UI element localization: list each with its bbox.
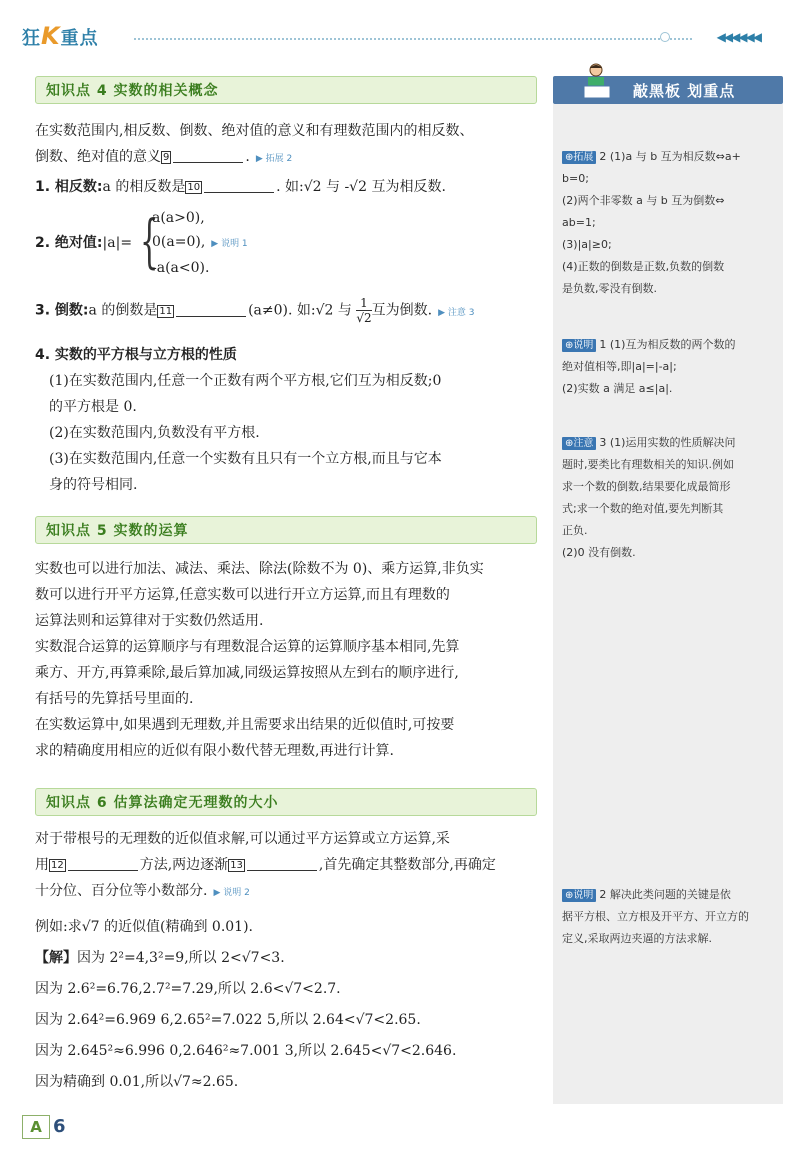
sec4-item2-cases: a(a>0), 0(a=0), ▶ 说明 1 -a(a<0).: [152, 210, 248, 276]
logo: [22, 22, 99, 50]
header-dotted-line: [134, 38, 692, 40]
section-header-6: 知识点 6 估算法确定无理数的大小: [35, 788, 537, 816]
blank-number-9: 9: [163, 152, 170, 163]
header-arrows-icon: ◀◀◀◀◀◀: [716, 30, 760, 44]
page-header: [22, 20, 782, 60]
sec4-intro: 在实数范围内,相反数、倒数、绝对值的意义和有理数范围内的相反数、 倒数、绝对值的意义 9 . ▶ 拓展 2: [35, 123, 474, 165]
tag-note: ⊕注意: [562, 437, 596, 450]
sec4-item2: 2. 绝对值:|a|=: [35, 235, 133, 251]
answer-blank-11: [176, 302, 246, 317]
sidebar-header: 敲黑板 划重点: [553, 76, 783, 104]
answer-blank-12: [68, 856, 138, 871]
ref-ext-2: ▶ 拓展 2: [255, 154, 293, 164]
sidebar-note-ext2: ⊕拓展 2 (1)a 与 b 互为相反数⇔a+ b=0; (2)两个非零数 a 与 b 互为倒数⇔ ab=1; (3)|a|≥0; (4)正数的倒数是正数,负数的倒数 是负数,零没有倒数.: [562, 150, 741, 295]
tag-exp: ⊕说明: [562, 339, 596, 352]
sec4-item4: 4. 实数的平方根与立方根的性质 (1)在实数范围内,任意一个正数有两个平方根,它们互为相反数;0 的平方根是 0. (2)在实数范围内,负数没有平方根. (3)在实数范围内,任意一个实数有且只有一个立方根,而且与它本 身的符号相同.: [35, 347, 442, 493]
answer-blank-13: [247, 856, 317, 871]
sec5-body: 实数也可以进行加法、减法、乘法、除法(除数不为 0)、乘方运算,非负实 数可以进行开平方运算,任意实数可以进行开立方运算,而且有理数的 运算法则和运算律对于实数仍然适用. 实数混合运算的运算顺序与有理数混合运算的运算顺序基本相同,先算 乘方、开方,再算乘除,最后算加减,同级运算按照从左到右的顺序进行, 有括号的先算括号里面的. 在实数运算中,如果遇到无理数,并且需要求出结果的近似值时,可按要 求的精确度用相应的近似有限小数代替无理数,再进行计算.: [35, 561, 484, 759]
sec6-body: 对于带根号的无理数的近似值求解,可以通过平方运算或立方运算,采 用 12 方法,两边逐渐 13 ,首先确定其整数部分,再确定 十分位、百分位等小数部分. ▶ 说明 2: [35, 831, 496, 899]
sidebar-note-exp1: ⊕说明 1 (1)互为相反数的两个数的 绝对值相等,即|a|=|-a|; (2)实数 a 满足 a≤|a|.: [562, 338, 736, 395]
logo-text-post: 重点: [60, 28, 99, 49]
sec6-example: 例如:求√7 的近似值(精确到 0.01). 【解】因为 2²=4,3²=9,所以 2<√7<3. 因为 2.6²=6.76,2.7²=7.29,所以 2.6<√7<2.7. 因为 2.64²=6.969 6,2.65²=7.022 5,所以 2.64<√7<2.65. 因为 2.645²≈6.996 0,2.646²≈7.001 3,所以 2.645<√7<2.646. 因为精确到 0.01,所以√7≈2.65.: [35, 919, 457, 1090]
teacher-figure-icon: [582, 62, 612, 102]
tag-exp-2: ⊕说明: [562, 889, 596, 902]
section-header-4: 知识点 4 实数的相关概念: [35, 76, 537, 104]
sec4-item3: 3. 倒数:a 的倒数是 11 (a≠0). 如:√2 与 $\frac{1}{√2}$ 互为倒数. ▶ 注意 3: [35, 296, 475, 325]
answer-blank-10: [204, 178, 274, 193]
sec4-item1: 1. 相反数:a 的相反数是 10 . 如:√2 与 -√2 互为相反数.: [35, 179, 446, 195]
brace-icon: {: [140, 207, 159, 275]
sidebar-note-note3: ⊕注意 3 (1)运用实数的性质解决问 题时,要类比有理数相关的知识.例如 求一个数的倒数,结果要化成最简形 式;求一个数的绝对值,要先判断其 正负. (2)0 没有倒数.: [562, 436, 736, 559]
fraction: $\frac{1}{√2}$: [356, 296, 372, 325]
page-number: 6: [53, 1116, 66, 1137]
sidebar-note-exp2: ⊕说明 2 解决此类问题的关键是依 据平方根、立方根及开平方、开立方的 定义,采取两边夹逼的方法求解.: [562, 888, 749, 945]
footer-a-icon: A: [22, 1115, 50, 1139]
logo-text-pre: 狂: [22, 28, 41, 49]
answer-blank-9: [173, 148, 243, 163]
header-bubble-icon: [660, 32, 670, 42]
section-header-5: 知识点 5 实数的运算: [35, 516, 537, 544]
page-footer: [22, 1115, 66, 1139]
tag-ext: ⊕拓展: [562, 151, 596, 164]
logo-text-k: K: [41, 22, 61, 50]
